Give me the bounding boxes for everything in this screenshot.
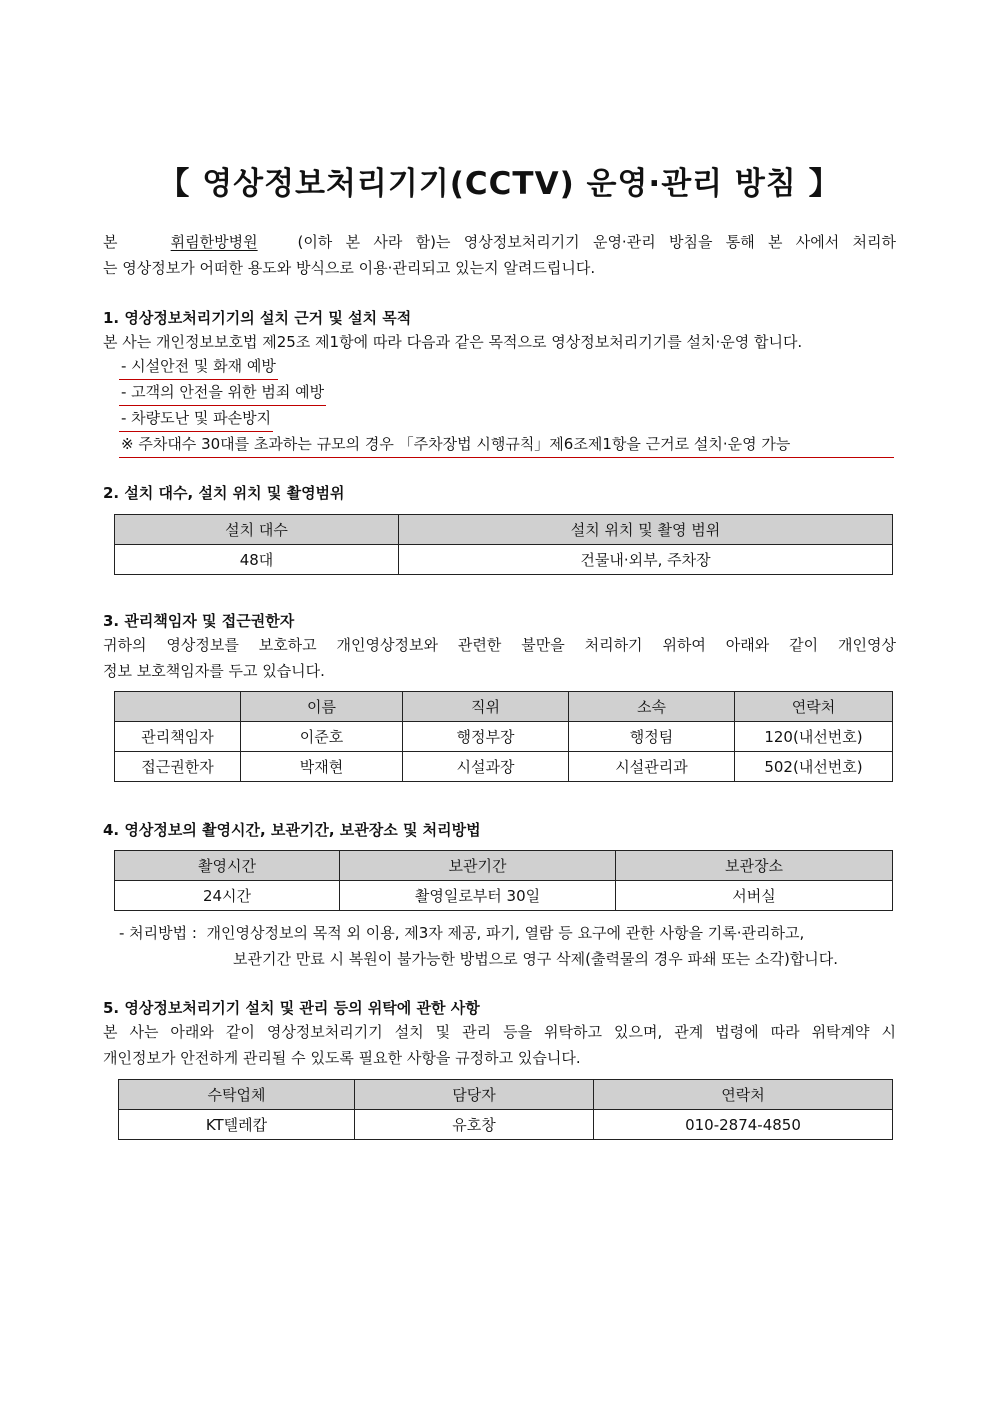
table-header-cell: 보관장소 — [616, 851, 893, 881]
intro-line-1 — [103, 229, 896, 255]
table-header-cell: 소속 — [569, 692, 735, 722]
table-header-cell: 담당자 — [355, 1080, 594, 1110]
section1-heading: 1. 영상정보처리기기의 설치 근거 및 설치 목적 — [103, 309, 412, 327]
section3-heading: 3. 관리책임자 및 접근권한자 — [103, 612, 295, 630]
section3-body — [103, 632, 896, 684]
table-cell: KT텔레캅 — [119, 1110, 355, 1140]
table-cell: 접근권한자 — [115, 752, 241, 782]
section5-body — [103, 1019, 896, 1071]
table-row — [115, 545, 893, 575]
table-header-cell: 설치 위치 및 촬영 범위 — [399, 515, 893, 545]
consignment-table — [118, 1079, 893, 1140]
processing-method-label: - 처리방법 : — [119, 924, 197, 942]
table-header-cell: 연락처 — [594, 1080, 893, 1110]
section3-body-line-1: 귀하의 영상정보를 보호하고 개인영상정보와 관련한 불만을 처리하기 위하여 아래와 같이 개인영상 — [103, 636, 896, 654]
table-cell: 서버실 — [616, 881, 893, 911]
table-header-cell: 보관기간 — [340, 851, 616, 881]
company-name: 휘림한방병원 — [170, 233, 258, 251]
table-row — [115, 752, 893, 782]
table-header-cell: 설치 대수 — [115, 515, 399, 545]
table-header-row — [115, 692, 893, 722]
table-cell: 관리책임자 — [115, 722, 241, 752]
table-cell: 이준호 — [241, 722, 403, 752]
table-header-cell — [115, 692, 241, 722]
manager-table — [114, 691, 893, 782]
table-row — [115, 722, 893, 752]
list-item: - 시설안전 및 화재 예방 — [119, 354, 278, 380]
table-cell: 행정팀 — [569, 722, 735, 752]
page-title: 【 영상정보처리기기(CCTV) 운영·관리 방침 】 — [158, 166, 841, 202]
processing-method — [119, 920, 838, 972]
table-header-cell: 직위 — [403, 692, 569, 722]
table-header-cell: 이름 — [241, 692, 403, 722]
table-header-row — [119, 1080, 893, 1110]
section3-body-line-2: 정보 보호책임자를 두고 있습니다. — [103, 662, 325, 680]
section1-body — [103, 329, 896, 355]
section4-heading: 4. 영상정보의 촬영시간, 보관기간, 보관장소 및 처리방법 — [103, 821, 481, 839]
list-item-note: ※ 주차대수 30대를 초과하는 규모의 경우 「주차장법 시행규칙」제6조제1항을 근거로 설치·운영 가능 — [119, 432, 894, 458]
table-cell: 48대 — [115, 545, 399, 575]
intro-paragraph — [103, 229, 896, 281]
table-row — [115, 881, 893, 911]
table-cell: 시설관리과 — [569, 752, 735, 782]
list-item: - 차량도난 및 파손방지 — [119, 406, 273, 432]
table-header-row — [115, 851, 893, 881]
section1-body-line: 본 사는 개인정보보호법 제25조 제1항에 따라 다음과 같은 목적으로 영상정보처리기기를 설치·운영 합니다. — [103, 333, 803, 351]
section5-body-line-2: 개인정보가 안전하게 관리될 수 있도록 필요한 사항을 규정하고 있습니다. — [103, 1049, 581, 1067]
table-cell: 시설과장 — [403, 752, 569, 782]
processing-method-line-1: 개인영상정보의 목적 외 이용, 제3자 제공, 파기, 열람 등 요구에 관한 사항을 기록·관리하고, — [206, 924, 805, 942]
table-cell: 행정부장 — [403, 722, 569, 752]
table-cell: 502(내선번호) — [735, 752, 893, 782]
installation-table — [114, 514, 893, 575]
table-row — [119, 1110, 893, 1140]
intro-line-2: 는 영상정보가 어떠한 용도와 방식으로 이용·관리되고 있는지 알려드립니다. — [103, 259, 596, 277]
table-cell: 건물내·외부, 주차장 — [399, 545, 893, 575]
table-header-cell: 연락처 — [735, 692, 893, 722]
intro-prefix: 본 — [103, 233, 118, 251]
table-cell: 24시간 — [115, 881, 340, 911]
table-header-cell: 촬영시간 — [115, 851, 340, 881]
table-cell: 촬영일로부터 30일 — [340, 881, 616, 911]
table-cell: 120(내선번호) — [735, 722, 893, 752]
section5-body-line-1: 본 사는 아래와 같이 영상정보처리기기 설치 및 관리 등을 위탁하고 있으며, 관계 법령에 따라 위탁계약 시 — [103, 1023, 896, 1041]
table-header-cell: 수탁업체 — [119, 1080, 355, 1110]
table-header-row — [115, 515, 893, 545]
retention-table — [114, 850, 893, 911]
table-cell: 유호창 — [355, 1110, 594, 1140]
table-cell: 박재현 — [241, 752, 403, 782]
list-item: - 고객의 안전을 위한 범죄 예방 — [119, 380, 326, 406]
section1-list — [119, 354, 894, 458]
processing-method-line-2: 보관기간 만료 시 복원이 불가능한 방법으로 영구 삭제(출력물의 경우 파쇄 또는 소각)합니다. — [233, 950, 839, 968]
section2-heading: 2. 설치 대수, 설치 위치 및 촬영범위 — [103, 484, 345, 502]
table-cell: 010-2874-4850 — [594, 1110, 893, 1140]
section5-heading: 5. 영상정보처리기기 설치 및 관리 등의 위탁에 관한 사항 — [103, 999, 480, 1017]
intro-line1-rest: (이하 본 사라 함)는 영상정보처리기기 운영·관리 방침을 통해 본 사에서 처리하 — [297, 233, 896, 251]
